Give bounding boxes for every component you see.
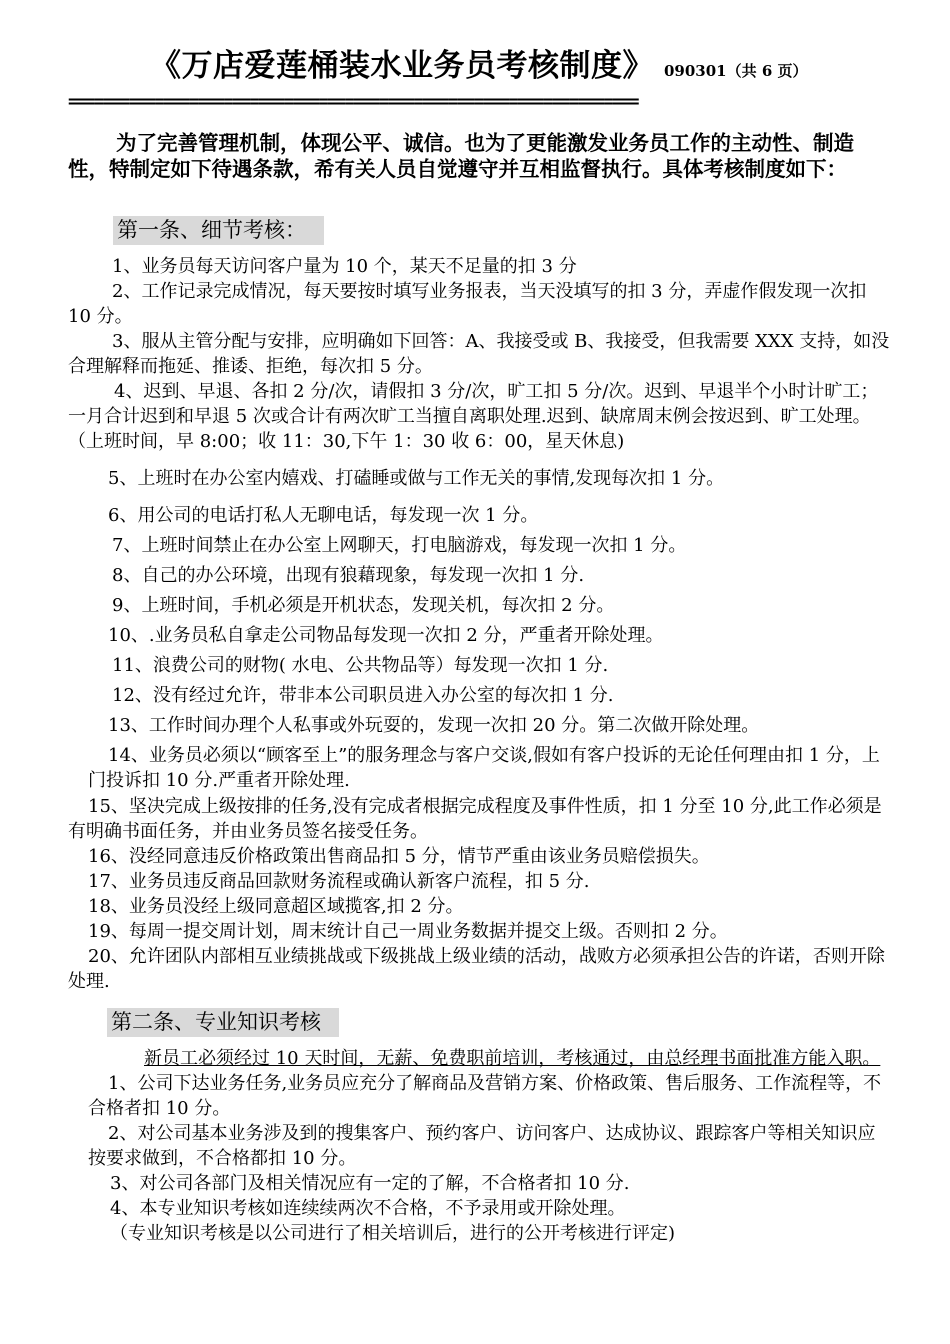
list-item: 7、上班时间禁止在办公室上网聊天，打电脑游戏，每发现一次扣 1 分。 [112, 535, 687, 556]
list-item: 2、对公司基本业务涉及到的搜集客户、预约客户、访问客户、达成协议、跟踪客户等相关知识应按要求做到，不合格都扣 10 分。 [88, 1123, 876, 1169]
section1-items [68, 254, 890, 994]
document-title: 《万店爱莲桶装水业务员考核制度》 [150, 48, 654, 84]
list-item: 11、浪费公司的财物( 水电、公共物品等）每发现一次扣 1 分. [112, 655, 609, 676]
list-item: 3、服从主管分配与安排，应明确如下回答：A、我接受或 B、我接受，但我需要 XXX 支持，如没合理解释而拖延、推诿、拒绝，每次扣 5 分。 [68, 331, 890, 377]
document-title-row [150, 40, 808, 85]
list-item: 14、业务员必须以“顾客至上”的服务理念与客户交谈,假如有客户投诉的无论任何理由扣 1 分，上门投诉扣 10 分.严重者开除处理. [88, 745, 880, 791]
section2-heading: 第二条、专业知识考核 [107, 1008, 339, 1037]
section2-intro: 新员工必须经过 10 天时间，无薪、免费职前培训，考核通过，由总经理书面批准方能入职。 [144, 1048, 881, 1069]
document-code: 090301（共 6 页） [664, 62, 808, 80]
list-item: 5、上班时在办公室内嬉戏、打磕睡或做与工作无关的事情,发现每次扣 1 分。 [108, 468, 725, 489]
list-item: 18、业务员没经上级同意超区域揽客,扣 2 分。 [88, 896, 464, 917]
list-item: 2、工作记录完成情况，每天要按时填写业务报表，当天没填写的扣 3 分，弄虚作假发现一次扣 10 分。 [68, 281, 867, 327]
section1-heading: 第一条、细节考核： [113, 216, 324, 245]
list-item: 4、本专业知识考核如连续续两次不合格，不予录用或开除处理。 [110, 1198, 626, 1219]
list-item: 16、没经同意违反价格政策出售商品扣 5 分，情节严重由该业务员赔偿损失。 [88, 846, 710, 867]
list-item: 6、用公司的电话打私人无聊电话，每发现一次 1 分。 [108, 505, 539, 526]
list-item: 10、.业务员私自拿走公司物品每发现一次扣 2 分，严重者开除处理。 [108, 625, 664, 646]
list-item: 3、对公司各部门及相关情况应有一定的了解，不合格者扣 10 分. [110, 1173, 630, 1194]
list-item: 9、上班时间，手机必须是开机状态，发现关机，每次扣 2 分。 [112, 595, 615, 616]
list-item: 8、自己的办公环境，出现有狼藉现象，每发现一次扣 1 分. [112, 565, 585, 586]
list-item: 17、业务员违反商品回款财务流程或确认新客户流程，扣 5 分. [88, 871, 590, 892]
list-item: 20、允许团队内部相互业绩挑战或下级挑战上级业绩的活动，战败方必须承担公告的许诺，否则开除处理. [68, 946, 885, 992]
list-item: 13、工作时间办理个人私事或外玩耍的，发现一次扣 20 分。第二次做开除处理。 [108, 715, 760, 736]
list-item: 1、业务员每天访问客户量为 10 个，某天不足量的扣 3 分 [112, 256, 577, 277]
list-item: （专业知识考核是以公司进行了相关培训后，进行的公开考核进行评定) [110, 1223, 676, 1244]
list-item: 1、公司下达业务任务,业务员应充分了解商品及营销方案、价格政策、售后服务、工作流程等，不合格者扣 10 分。 [88, 1073, 882, 1119]
list-item: 15、坚决完成上级按排的任务,没有完成者根据完成程度及事件性质，扣 1 分至 10 分,此工作必须是有明确书面任务，并由业务员签名接受任务。 [68, 796, 882, 842]
section2-items [68, 1046, 890, 1246]
list-item: 19、每周一提交周计划，周末统计自己一周业务数据并提交上级。否则扣 2 分。 [88, 921, 728, 942]
separator-line: ================================================================== [68, 92, 638, 112]
list-item: 4、迟到、早退、各扣 2 分/次，请假扣 3 分/次，旷工扣 5 分/次。迟到、早退半个小时计旷工；一月合计迟到和早退 5 次或合计有两次旷工当擅自离职处理.迟到、缺席周末例会按迟到、旷工处理。（上班时间，早 8:00；收 11：30,下午 1：30 收 6：00，星天休息) [68, 381, 879, 452]
list-item: 12、没有经过允许，带非本公司职员进入办公室的每次扣 1 分. [112, 685, 614, 706]
intro-paragraph: 为了完善管理机制，体现公平、诚信。也为了更能激发业务员工作的主动性、制造性，特制定如下待遇条款，希有关人员自觉遵守并互相监督执行。具体考核制度如下： [68, 131, 854, 181]
